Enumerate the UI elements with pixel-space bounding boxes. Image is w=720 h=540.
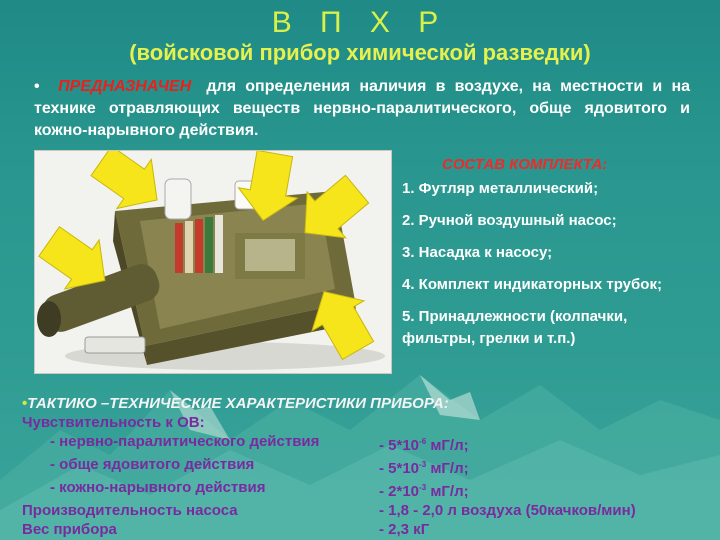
slide-subtitle: (войсковой прибор химической разведки) (129, 40, 591, 65)
bullet-icon: • (22, 395, 28, 412)
bullet-icon: • (34, 78, 40, 95)
specs-block (22, 394, 712, 539)
kit-photo (34, 150, 392, 374)
slide-title: В П Х Р (271, 6, 449, 39)
purpose-paragraph (34, 76, 690, 142)
kit-heading: СОСТАВ КОМПЛЕКТА: (442, 156, 608, 173)
spec-row: - нервно-паралитического действия - $5*10^{-6}$ мГ/л; (50, 433, 469, 454)
spec-row: - обще ядовитого действия - $5*10^{-3}$ мГ/л; (50, 456, 469, 477)
weight-row: Вес прибора - 2,3 кГ (22, 521, 430, 538)
purpose-keyword: ПРЕДНАЗНАЧЕН (58, 78, 192, 95)
kit-item: 5. Принадлежности (колпачки, фильтры, грелки и т.п.) (402, 308, 628, 347)
spec-row: - кожно-нарывного действия - $2*10^{-3}$ мГ/л; (50, 479, 469, 500)
kit-item: 1. Футляр металлический; (402, 180, 599, 197)
kit-item: 2. Ручной воздушный насос; (402, 212, 617, 229)
kit-item: 4. Комплект индикаторных трубок; (402, 276, 662, 293)
kit-item: 3. Насадка к насосу; (402, 244, 553, 261)
kit-list (402, 178, 702, 360)
sensitivity-label: Чувствительность к ОВ: (22, 414, 205, 431)
pump-row: Производительность насоса - 1,8 - 2,0 л воздуха (50качков/мин) (22, 502, 636, 519)
specs-heading: •ТАКТИКО –ТЕХНИЧЕСКИЕ ХАРАКТЕРИСТИКИ ПРИБОРА: (22, 395, 449, 412)
indicator-tubes (175, 215, 223, 273)
purpose-text: для определения наличия в воздухе, на местности и на технике отравляющих веществ нервно-паралитического, обще ядовитого и кожно-нарывного действия. (34, 78, 691, 139)
chemical-reconnaissance-kit-image (35, 151, 391, 373)
